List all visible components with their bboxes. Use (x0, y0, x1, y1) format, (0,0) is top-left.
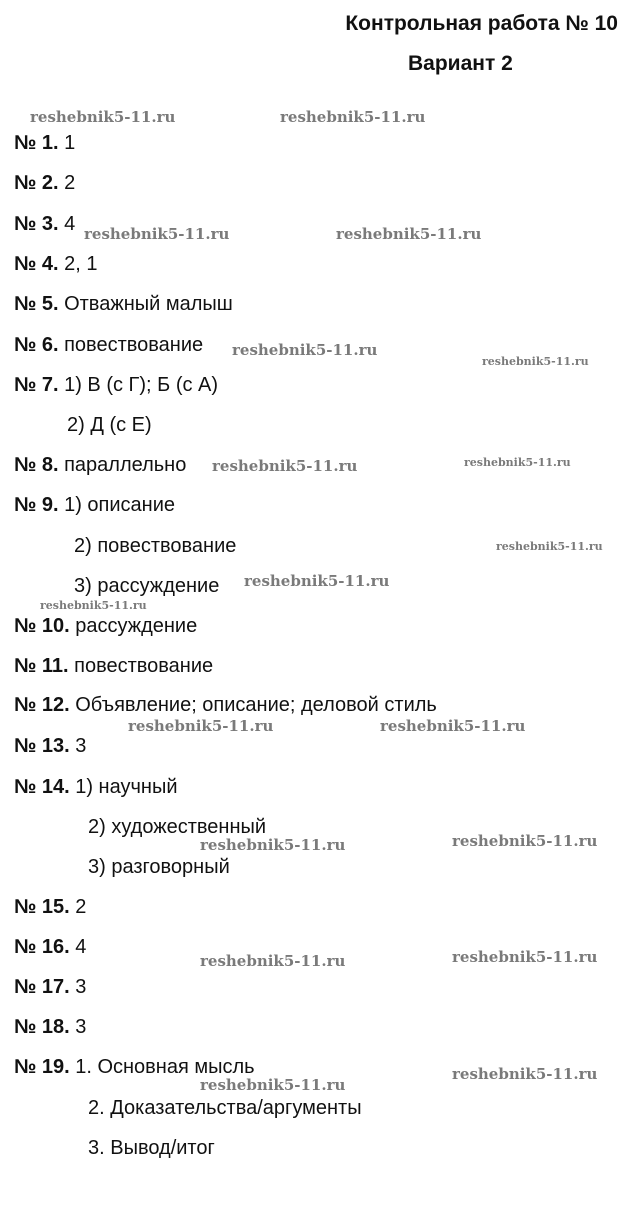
answer-text: рассуждение (75, 615, 198, 637)
answer-number: № 10. (14, 615, 70, 637)
answer-number: № 18. (14, 1016, 70, 1038)
watermark-text: reshebnik5-11.ru (84, 225, 230, 243)
answer-text: 1 (64, 132, 76, 154)
watermark-text: reshebnik5-11.ru (452, 948, 598, 966)
answer-number: № 8. (14, 454, 59, 476)
answer-number: № 14. (14, 776, 70, 798)
answer-14-line-3: 3) разговорный (88, 856, 230, 878)
answer-number: № 7. (14, 374, 59, 396)
answer-number: № 17. (14, 976, 70, 998)
answer-9-line-3: 3) рассуждение (74, 575, 220, 597)
answer-number: № 13. (14, 735, 70, 757)
answer-text: повествование (74, 655, 214, 677)
answer-10 (14, 613, 197, 639)
answer-2 (14, 170, 75, 196)
answer-7 (14, 372, 218, 398)
answer-1 (14, 130, 75, 156)
watermark-text: reshebnik5-11.ru (30, 108, 176, 126)
answer-number: № 19. (14, 1056, 70, 1078)
answer-9-line-2: 2) повествование (74, 535, 237, 557)
watermark-text: reshebnik5-11.ru (200, 1076, 346, 1094)
watermark-text: reshebnik5-11.ru (380, 717, 526, 735)
page-title: Контрольная работа № 10 (345, 12, 618, 35)
answer-number: № 6. (14, 334, 59, 356)
answer-19-line-2: 2. Доказательства/аргументы (88, 1097, 362, 1119)
answer-text: 1. Основная мысль (75, 1056, 255, 1078)
watermark-text: reshebnik5-11.ru (452, 832, 598, 850)
answer-9 (14, 492, 175, 518)
watermark-text: reshebnik5-11.ru (452, 1065, 598, 1083)
answer-4 (14, 251, 97, 277)
answer-number: № 12. (14, 694, 70, 716)
answer-5 (14, 291, 233, 317)
answer-number: № 15. (14, 896, 70, 918)
answer-text: 4 (75, 936, 87, 958)
answer-number: № 16. (14, 936, 70, 958)
answer-text: 3 (75, 735, 87, 757)
answer-text: 2, 1 (64, 253, 98, 275)
answer-11 (14, 653, 213, 679)
answer-number: № 9. (14, 494, 59, 516)
variant-subtitle: Вариант 2 (408, 52, 513, 75)
answer-number: № 2. (14, 172, 59, 194)
watermark-text: reshebnik5-11.ru (200, 952, 346, 970)
watermark-text: reshebnik5-11.ru (40, 599, 147, 612)
answer-12 (14, 692, 437, 718)
answer-number: № 11. (14, 655, 69, 677)
watermark-text: reshebnik5-11.ru (464, 456, 571, 469)
answer-14-line-2: 2) художественный (88, 816, 267, 838)
answer-text: параллельно (64, 454, 187, 476)
answer-number: № 1. (14, 132, 59, 154)
answer-18 (14, 1014, 86, 1040)
watermark-text: reshebnik5-11.ru (482, 355, 589, 368)
answer-text: 4 (64, 213, 76, 235)
answer-14 (14, 774, 178, 800)
watermark-text: reshebnik5-11.ru (232, 341, 378, 359)
answer-text: 1) научный (75, 776, 178, 798)
answer-text: 1) описание (64, 494, 176, 516)
answer-16 (14, 934, 86, 960)
answer-19-line-3: 3. Вывод/итог (88, 1137, 215, 1159)
answer-17 (14, 974, 86, 1000)
answer-15 (14, 894, 86, 920)
answer-8 (14, 452, 186, 478)
answer-text: 2 (64, 172, 76, 194)
watermark-text: reshebnik5-11.ru (212, 457, 358, 475)
answer-text: 1) В (с Г); Б (с А) (64, 374, 219, 396)
answer-text: Объявление; описание; деловой стиль (75, 694, 437, 716)
answer-number: № 3. (14, 213, 59, 235)
watermark-text: reshebnik5-11.ru (128, 717, 274, 735)
watermark-text: reshebnik5-11.ru (244, 572, 390, 590)
answer-3 (14, 211, 75, 237)
watermark-text: reshebnik5-11.ru (496, 540, 603, 553)
answer-13 (14, 733, 86, 759)
answer-text: Отважный малыш (64, 293, 233, 315)
answer-number: № 4. (14, 253, 59, 275)
answer-7-line-2: 2) Д (с Е) (67, 414, 152, 436)
answer-text: повествование (64, 334, 204, 356)
answer-number: № 5. (14, 293, 59, 315)
answer-text: 2 (75, 896, 87, 918)
answer-6 (14, 332, 203, 358)
answer-text: 3 (75, 1016, 87, 1038)
watermark-text: reshebnik5-11.ru (200, 836, 346, 854)
watermark-text: reshebnik5-11.ru (336, 225, 482, 243)
answer-text: 3 (75, 976, 87, 998)
watermark-text: reshebnik5-11.ru (280, 108, 426, 126)
